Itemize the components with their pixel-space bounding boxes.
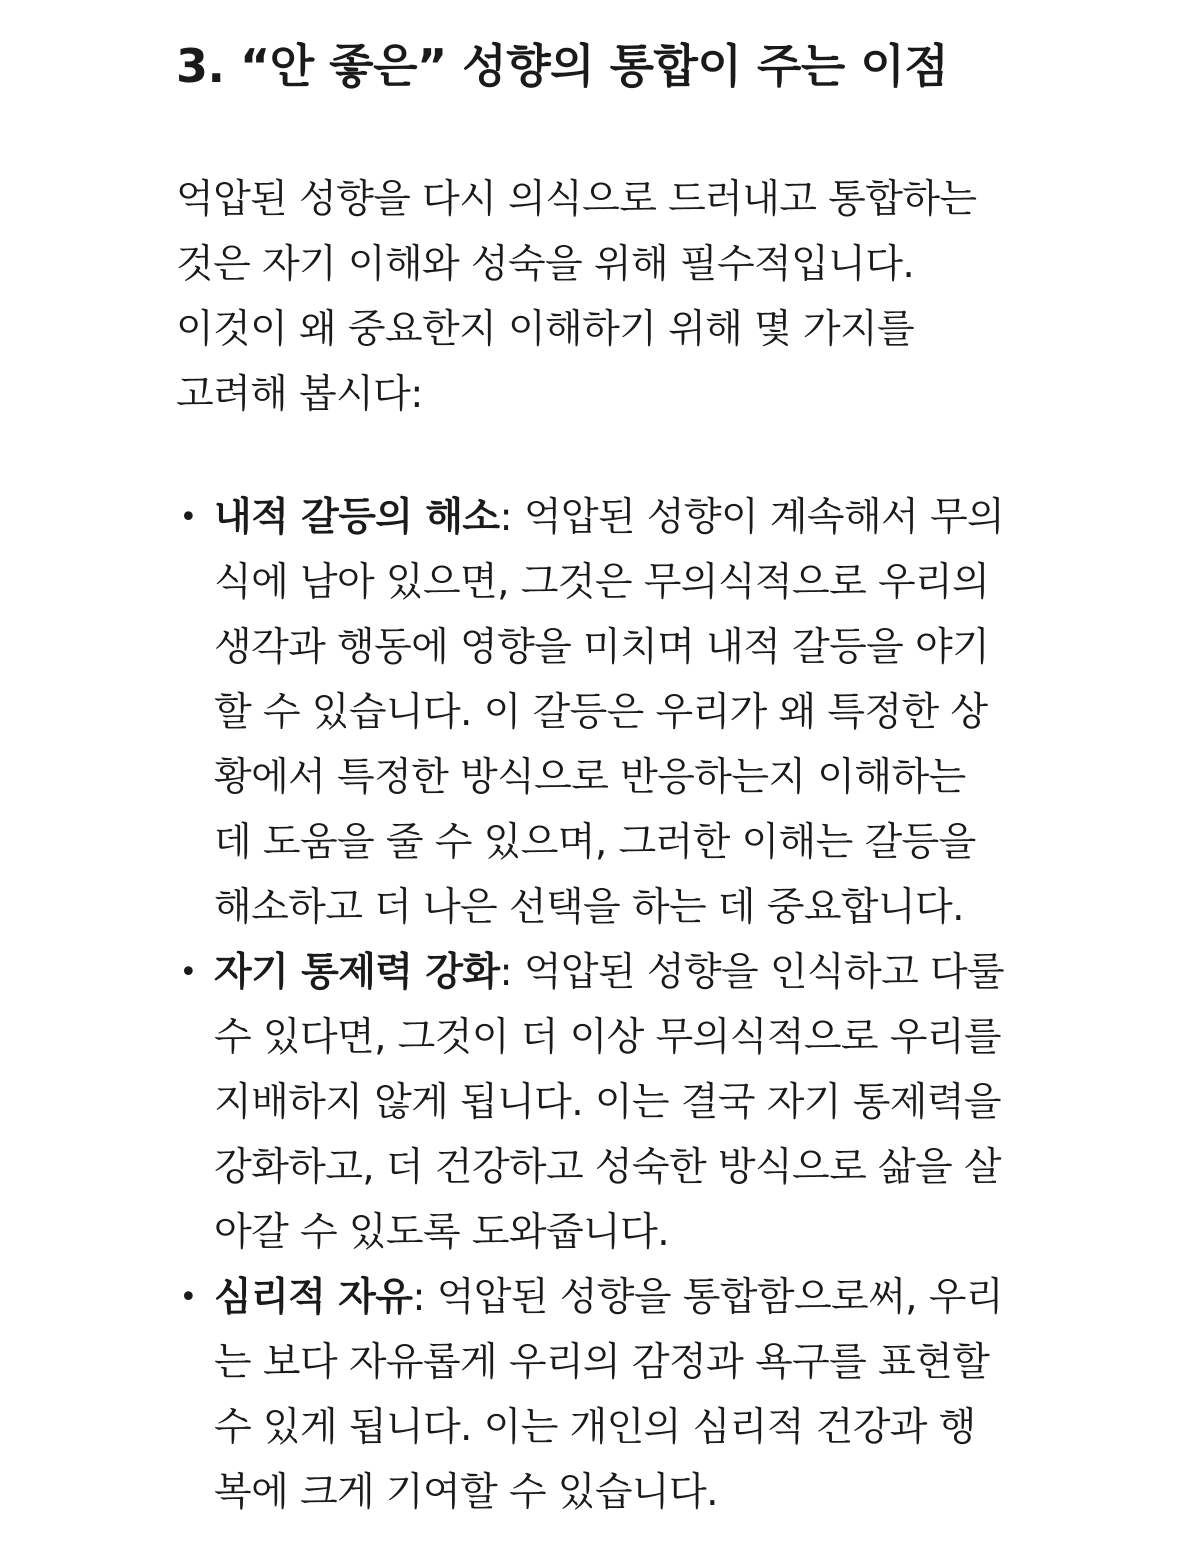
- list-item-line: 데 도움을 줄 수 있으며, 그러한 이해는 갈등을: [214, 820, 976, 865]
- list-item-text: : 억압된 성향을 통합함으로써, 우리: [412, 1275, 1003, 1320]
- list-item-psychological-freedom: [176, 1265, 1091, 1525]
- intro-line: 억압된 성향을 다시 의식으로 드러내고 통합하는: [176, 177, 977, 222]
- bullet-icon: •: [179, 955, 197, 990]
- list-item-line: 아갈 수 있도록 도와줍니다.: [214, 1210, 670, 1255]
- list-item-line: 복에 크게 기여할 수 있습니다.: [214, 1470, 718, 1515]
- list-item-first-line: [214, 485, 1091, 550]
- list-item-text: : 억압된 성향을 인식하고 다룰: [499, 950, 1005, 995]
- intro-paragraph: [176, 167, 1081, 427]
- list-item-line: 는 보다 자유롭게 우리의 감정과 욕구를 표현할: [214, 1340, 990, 1385]
- bullet-icon: •: [179, 1280, 197, 1315]
- list-item-line: 강화하고, 더 건강하고 성숙한 방식으로 삶을 살: [214, 1145, 1001, 1190]
- list-item-line: 할 수 있습니다. 이 갈등은 우리가 왜 특정한 상: [214, 690, 988, 735]
- list-item-body: [214, 1265, 1091, 1525]
- list-item-title: 내적 갈등의 해소: [214, 495, 500, 540]
- benefits-list: [176, 485, 1091, 1525]
- intro-line: 것은 자기 이해와 성숙을 위해 필수적입니다.: [176, 242, 915, 287]
- article-content: [176, 28, 1091, 1525]
- list-item-line: 생각과 행동에 영향을 미치며 내적 갈등을 야기: [214, 625, 990, 670]
- list-item-body: [214, 940, 1091, 1265]
- list-item-title: 심리적 자유: [214, 1275, 413, 1320]
- list-item-self-control: [176, 940, 1091, 1265]
- list-item-line: 지배하지 않게 됩니다. 이는 결국 자기 통제력을: [214, 1080, 1001, 1125]
- section-heading: 3. “안 좋은” 성향의 통합이 주는 이점: [176, 39, 949, 93]
- intro-line: 이것이 왜 중요한지 이해하기 위해 몇 가지를: [176, 307, 915, 352]
- bullet-icon: •: [179, 500, 197, 535]
- list-item-line: 황에서 특정한 방식으로 반응하는지 이해하는: [214, 755, 966, 800]
- list-item-first-line: [214, 940, 1091, 1005]
- list-item-body: [214, 485, 1091, 940]
- list-item-title: 자기 통제력 강화: [214, 950, 500, 995]
- list-item-line: 수 있다면, 그것이 더 이상 무의식적으로 우리를: [214, 1015, 1001, 1060]
- list-item-text: : 억압된 성향이 계속해서 무의: [499, 495, 1005, 540]
- list-item-line: 해소하고 더 나은 선택을 하는 데 중요합니다.: [214, 885, 964, 930]
- intro-line: 고려해 봅시다:: [176, 372, 423, 417]
- list-item-inner-conflict: [176, 485, 1091, 940]
- list-item-line: 식에 남아 있으면, 그것은 무의식적으로 우리의: [214, 560, 990, 605]
- list-item-line: 수 있게 됩니다. 이는 개인의 심리적 건강과 행: [214, 1405, 976, 1450]
- list-item-first-line: [214, 1265, 1091, 1330]
